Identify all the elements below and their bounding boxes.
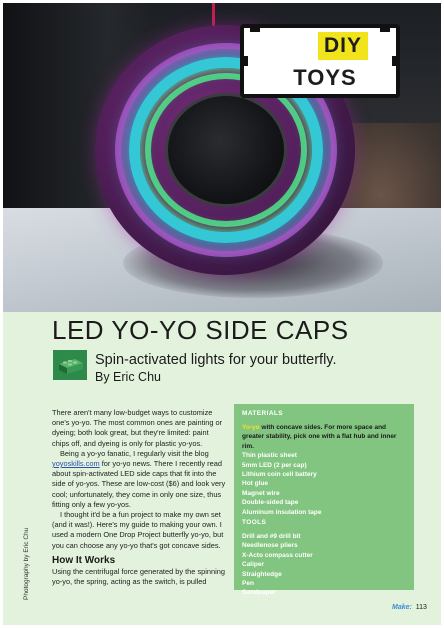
lego-brick-icon [53,350,87,380]
tools-item: X-Acto compass cutter [242,551,313,559]
materials-item: Aluminum insulation tape [242,508,322,516]
yoyo-side-cap [165,93,287,207]
materials-item-note: with concave sides. For more space and greater stability, pick one with a flat hub and inner rim. [242,424,397,450]
section-heading: How It Works [52,554,116,566]
materials-item: Hot glue [242,480,268,488]
tools-item: Caliper [242,561,265,569]
body-paragraph [52,449,227,510]
tools-item: Needlenose pliers [242,542,298,550]
body-paragraph: I thought it'd be a fun project to make my own set (and it was!). Here's my guide to making your own. I used a modern One Drop Project butterfly yo-yo, but you can choose any yo-yo that's got concave sides. [52,510,224,550]
body-text: for yo-yo news. There I recently read about spin-activated LED side caps that fit into the side of yo-yos. These are low-cost ($6) and look very cool; unfortunately, they come in only one size, thus fitting only a few yo-yos. [52,459,226,509]
tools-item: Sandpaper [242,589,276,597]
materials-item [242,423,408,451]
badge-diy-label: DIY [318,32,368,60]
tools-heading: TOOLS [242,519,267,526]
badge-notch [392,56,400,66]
body-paragraph: Using the centrifugal force generated by the spinning yo-yo, the spring, acting as the switch, is pulled [52,566,225,587]
article-title: LED YO-YO SIDE CAPS [52,315,349,345]
materials-sidebar [234,404,414,597]
materials-item: Lithium coin cell battery [242,471,317,479]
materials-item-highlight: Yo-yo [242,424,260,431]
badge-notch [250,24,260,32]
tools-item: Drill and #9 drill bit [242,533,301,540]
materials-heading: MATERIALS [242,410,284,417]
page-number: 113 [415,604,427,611]
make-logo: Make: [392,604,412,611]
materials-list [242,423,408,517]
materials-item: Double-sided tape [242,499,299,507]
article-body [52,408,227,587]
photo-credit: Photography by Eric Chu [23,527,30,600]
diy-toys-badge [240,24,400,98]
article-byline: By Eric Chu [95,370,161,384]
materials-item: Thin plastic sheet [242,452,297,460]
materials-item: Magnet wire [242,489,280,497]
tools-item: Pen [242,580,254,588]
materials-item: 5mm LED (2 per cap) [242,461,307,469]
badge-notch [240,56,248,66]
article-subtitle: Spin-activated lights for your butterfly. [95,352,337,368]
body-text: Being a yo-yo fanatic, I regularly visit the blog [60,448,209,458]
page-folio [392,604,427,611]
tools-list [242,532,408,598]
badge-toys-label: TOYS [293,65,357,90]
tools-item: Straightedge [242,570,282,578]
badge-notch [380,24,390,32]
yoyoskills-link[interactable]: yoyoskills.com [52,459,100,469]
body-paragraph: There aren't many low-budget ways to customize one's yo-yo. The most common ones are painting or dyeing; both look great, but they're limited: paint chips off, and dyeing is only for plastic yo-yos. [52,408,223,448]
